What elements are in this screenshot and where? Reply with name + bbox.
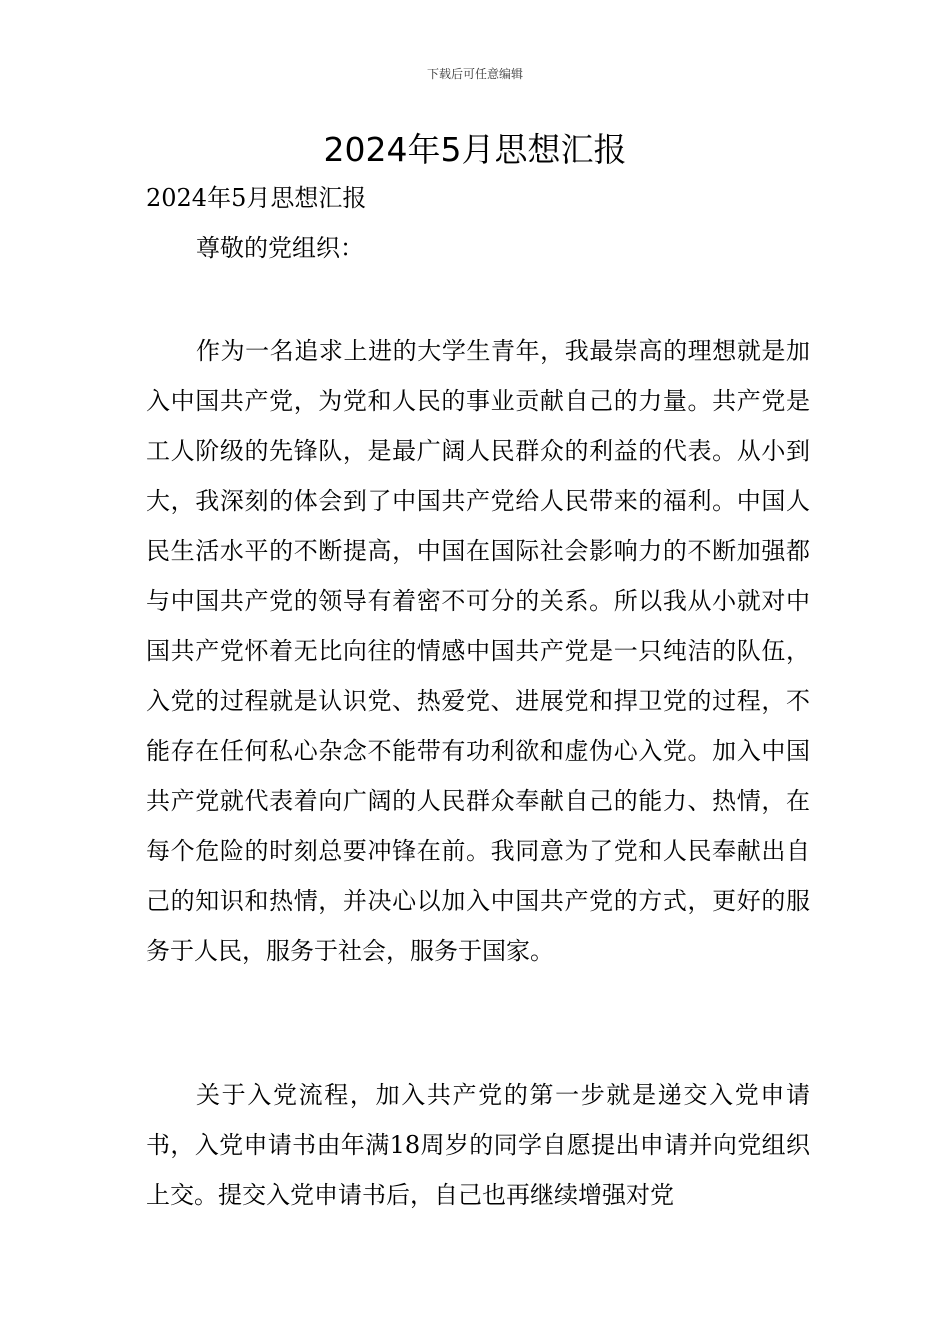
salutation: 尊敬的党组织： xyxy=(196,234,364,262)
document-title: 2024年5月思想汇报 xyxy=(323,130,627,169)
document-subtitle: 2024年5月思想汇报 xyxy=(146,184,367,212)
header-note: 下载后可任意编辑 xyxy=(426,67,523,81)
body-paragraph-1: 作为一名追求上进的大学生青年，我最崇高的理想就是加入中国共产党，为党和人民的事业贡献自己的力量。共产党是工人阶级的先锋队，是最广阔人民群众的利益的代表。从小到大，我深刻的体会到了中国共产党给人民带来的福利。中国人民生活水平的不断提高，中国在国际社会影响力的不断加强都与中国共产党的领导有着密不可分的关系。所以我从小就对中国共产党怀着无比向往的情感中国共产党是一只纯洁的队伍，入党的过程就是认识党、热爱党、进展党和捍卫党的过程，不能存在任何私心杂念不能带有功利欲和虚伪心入党。加入中国共产党就代表着向广阔的人民群众奉献自己的能力、热情，在每个危险的时刻总要冲锋在前。我同意为了党和人民奉献出自己的知识和热情，并决心以加入中国共产党的方式，更好的服务于人民，服务于社会，服务于国家。 xyxy=(146,337,810,965)
body-paragraph-2: 关于入党流程，加入共产党的第一步就是递交入党申请书，入党申请书由年满18周岁的同学自愿提出申请并向党组织上交。提交入党申请书后，自己也再继续增强对党 xyxy=(146,1081,810,1209)
